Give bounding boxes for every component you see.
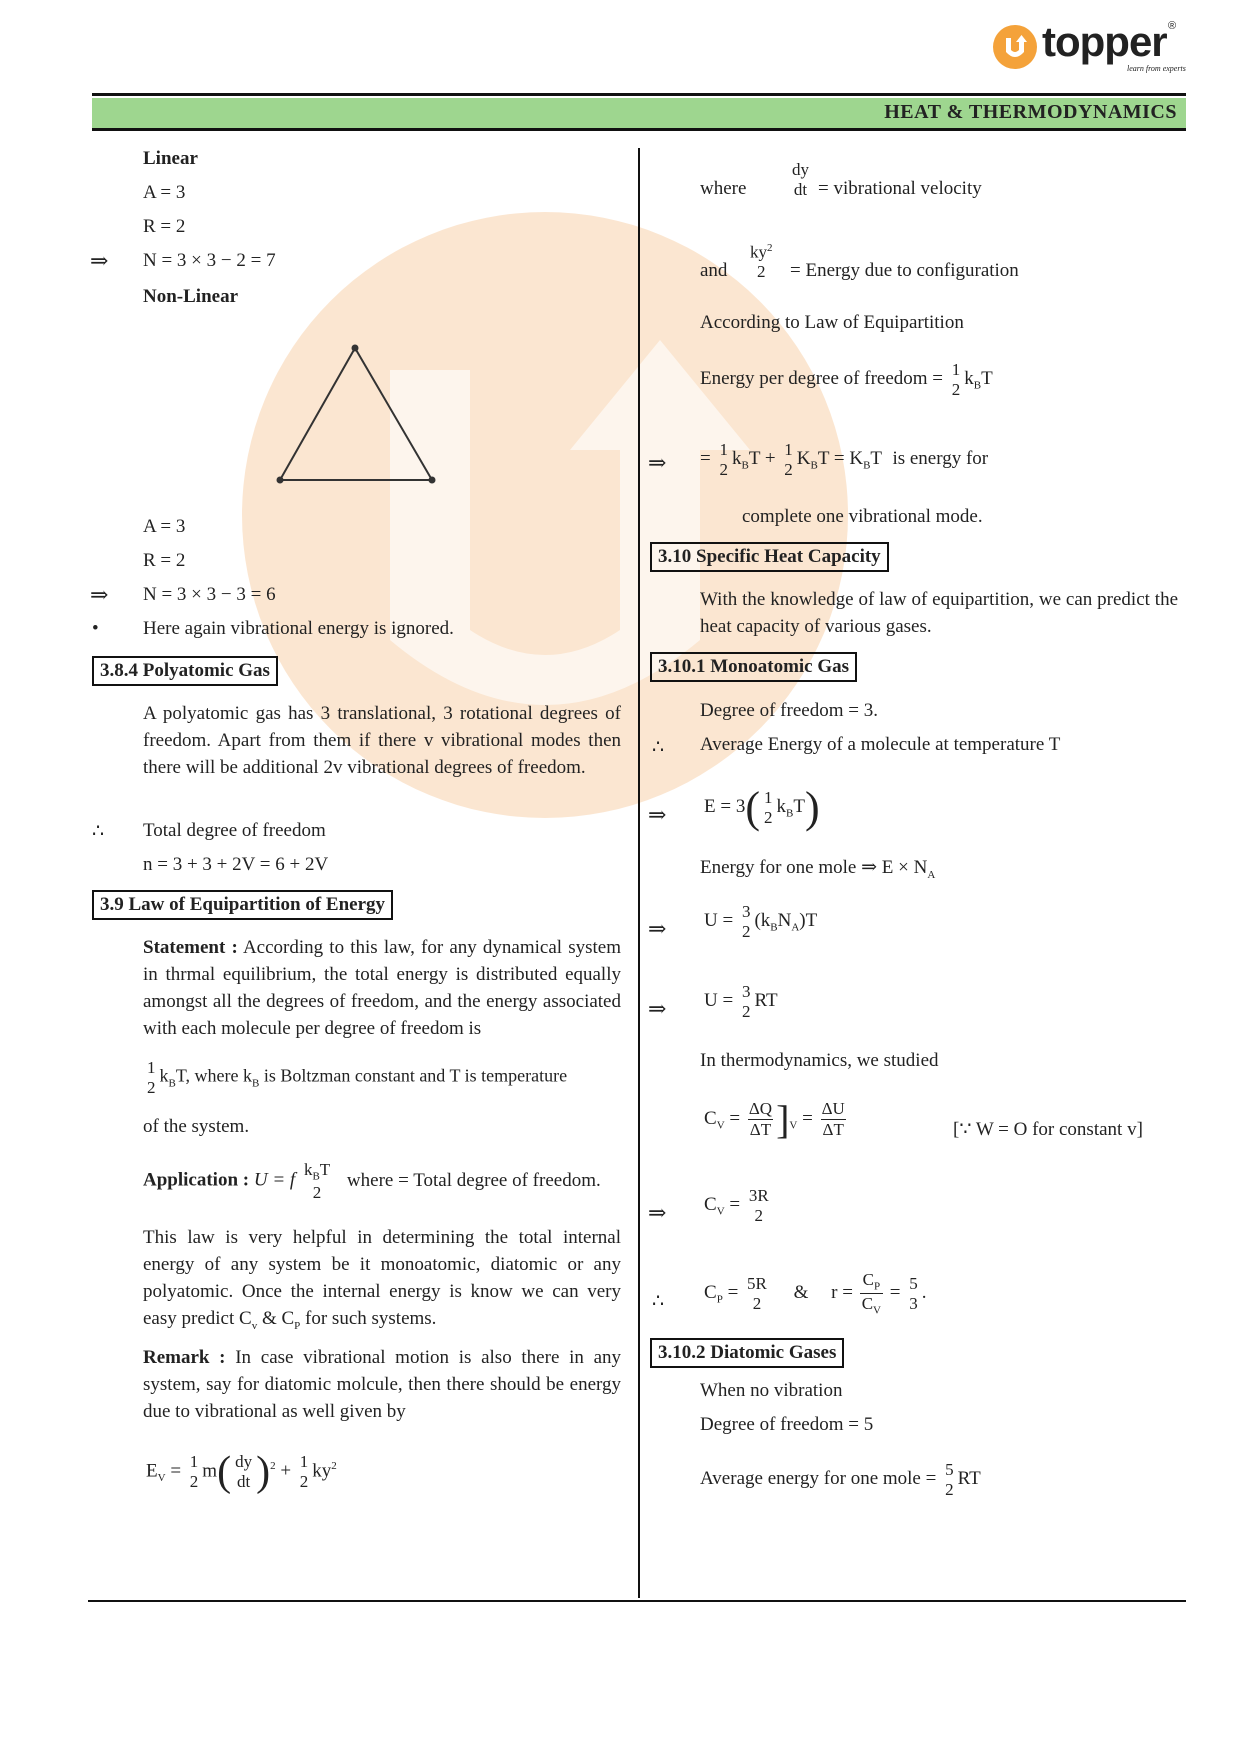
half-fraction: 1 2 [763,787,773,827]
kbt-over-2: $k_BT$ 2 [303,1160,331,1203]
cp-cv-ratio: $\frac{C_P}{C_V}$ [861,1270,881,1317]
therefore-icon: ∴ [652,737,665,758]
5r-over-2: 5R 2 [747,1273,767,1313]
half-fraction: 1 2 [147,1058,156,1097]
thermo-studied: In thermodynamics, we studied [700,1050,939,1071]
e-equation: E = 3( 1 2 $k_BT$) [704,783,820,832]
law-paragraph: This law is very helpful in determining the total internal energy of any system be it monoatomic, diatomic or any polyatomic. Once the internal energy is know we can very easy predict $C_v$ & $C_P$ for such systems. [143,1227,621,1332]
law-mid: & C [257,1308,295,1329]
header-top-rule [92,93,1186,96]
and-label: and [700,260,728,281]
law-end: for such systems. [300,1308,437,1329]
knowledge-paragraph: With the knowledge of law of equipartition, we can predict the heat capacity of various gases. [700,589,1178,637]
ev-equation: $E_V$ = 1 2 m( dy dt )$^2$ + 1 2 $ky^2$ [146,1449,337,1495]
linear-dof: N = 3 × 3 − 2 = 7 [143,250,276,271]
implies-arrow: ⇒ [648,996,667,1021]
half-fraction: 1 2 [299,1452,309,1491]
nonlinear-dof: N = 3 × 3 − 3 = 6 [143,584,276,605]
no-vibration: When no vibration [700,1380,843,1401]
implies-arrow: ⇒ [648,802,667,827]
cp-result: $C_P$ = 5R 2 & r = $\frac{C_P}{C_V}$ = 5 3 . [704,1270,927,1317]
half-fraction: 1 2 [784,440,793,479]
triangle-molecule-diagram [270,340,440,490]
where-label: where [700,178,747,199]
brand-registered: ® [1168,20,1177,32]
energy-per-dof: Energy per degree of freedom = 1 2 $k_BT$ [700,360,993,399]
dof-5: Degree of freedom = 5 [700,1414,874,1435]
section-heading-3101: 3.10.1 Monoatomic Gas [650,652,857,682]
u-equation-1: U = 3 2 $(k_BN_A)T$ [704,902,818,941]
nonlinear-rotations: R = 2 [143,550,186,571]
application-eq: U = f [253,1169,296,1191]
header-title: HEAT & THERMODYNAMICS [884,101,1177,123]
complete-mode: complete one vibrational mode. [742,506,983,527]
energy-per-dof-label: Energy per degree of freedom = [700,367,944,389]
implies-arrow: ⇒ [648,450,667,475]
kbt-where2: is Boltzman constant and T is temperature [259,1065,568,1086]
linear-heading: Linear [143,148,198,169]
three-halves-fraction: 3 2 [741,902,751,941]
therefore-icon: ∴ [92,821,105,842]
dq-dt-fraction: $\frac{\Delta Q}{\Delta T}$ [748,1099,773,1139]
half-fraction: 1 2 [189,1452,199,1491]
kbt-line: 1 2 $k_BT$, where $k_B$ is Boltzman constant and T is temperature [147,1058,568,1097]
of-system: of the system. [143,1116,250,1137]
avg-one-mole-label: Average energy for one mole = [700,1467,937,1489]
brand-logo-icon [992,24,1038,70]
implies-arrow: ⇒ [90,248,109,273]
application-label: Application : [143,1169,250,1191]
statement-paragraph [143,934,621,1042]
u-equation-2: U = 3 2 RT [704,982,778,1021]
brand-tagline: learn from experts [1127,64,1186,73]
therefore-icon: ∴ [652,1291,665,1312]
energy-one-mole-label: Energy for one mole ⇒ E × N [700,857,928,878]
nonlinear-heading: Non-Linear [143,286,238,307]
bullet-note: Here again vibrational energy is ignored. [143,618,454,639]
total-dof-label: Total degree of freedom [143,820,326,841]
w-zero-note: [∵ W = O for constant v] [953,1119,1143,1140]
remark-paragraph [143,1344,621,1425]
footer-rule [88,1600,1186,1602]
column-divider [638,148,640,1598]
header-bottom-rule [92,128,1186,131]
3r-over-2: 3R 2 [748,1186,769,1225]
law-text: This law is very helpful in determining the total internal energy of any system be it monoatomic, diatomic or any polyatomic. Once the internal energy is know we can very easy predict C [143,1227,621,1329]
half-fraction: 1 2 [719,440,728,479]
section-heading-384: 3.8.4 Polyatomic Gas [92,656,278,686]
five-halves-fraction: 5 2 [945,1460,954,1499]
cv-definition: $C_V$ = $\frac{\Delta Q}{\Delta T}$ ]$_V$ = $\frac{\Delta U}{\Delta T}$ [704,1097,845,1142]
linear-atoms: A = 3 [143,182,186,203]
section-heading-39: 3.9 Law of Equipartition of Energy [92,890,393,920]
n-equation: n = 3 + 3 + 2V = 6 + 2V [143,854,329,875]
du-dt-fraction: $\frac{\Delta U}{\Delta T}$ [821,1099,845,1139]
linear-rotations: R = 2 [143,216,186,237]
bullet-icon: • [92,618,99,639]
half-fraction: 1 2 [951,360,961,399]
brand-name: topper [1042,18,1167,65]
cv-result: $C_V$ = 3R 2 [704,1186,769,1225]
dy-dt-fraction: dy dt [235,1452,253,1491]
three-halves-fraction: 3 2 [741,982,751,1021]
remark-label: Remark : [143,1347,226,1368]
kbt-where: , where k [185,1065,252,1086]
section-heading-3102: 3.10.2 Diatomic Gases [650,1338,844,1368]
application-where: where = Total degree of freedom. [346,1169,601,1191]
polyatomic-paragraph: A polyatomic gas has 3 translational, 3 rotational degrees of freedom. Apart from them if there v vibrational modes then there will be additional 2v vibrational degrees of freedom. [143,703,621,778]
five-thirds-fraction: 5 3 [909,1273,918,1313]
nonlinear-atoms: A = 3 [143,516,186,537]
config-energy: = Energy due to configuration [790,260,1019,281]
application-line [143,1160,601,1203]
according-equipartition: According to Law of Equipartition [700,312,964,333]
is-energy-for: is energy for [892,447,989,469]
section-heading-310: 3.10 Specific Heat Capacity [650,542,889,572]
implies-arrow: ⇒ [648,1200,667,1225]
dy-dt: dy dt [792,160,809,199]
implies-arrow: ⇒ [90,582,109,607]
statement-label: Statement : [143,937,238,958]
avg-energy-label: Average Energy of a molecule at temperature T [700,734,1061,755]
vib-mode-energy: = 1 2 $k_BT$ + 1 2 $K_BT = K_BT$ is energy for [700,440,989,479]
dof-3: Degree of freedom = 3. [700,700,878,721]
statement-text: According to this law, for any dynamical system in thrmal equilibrium, the total energy is distributed equally amongst all the degrees of freedom, and the energy associated with each molecule per degree of freedom is [143,937,622,1039]
remark-text: In case vibrational motion is also there in any system, say for diatomic molcule, then there should be energy due to vibrational as well given by [143,1347,622,1422]
avg-one-mole: Average energy for one mole = 5 2 RT [700,1460,981,1499]
implies-arrow: ⇒ [648,916,667,941]
energy-one-mole: Energy for one mole ⇒ $E \times N_A$ [700,857,936,881]
ky2-over-2: $ky^2$ 2 [750,242,773,282]
vib-velocity: = vibrational velocity [818,178,982,199]
